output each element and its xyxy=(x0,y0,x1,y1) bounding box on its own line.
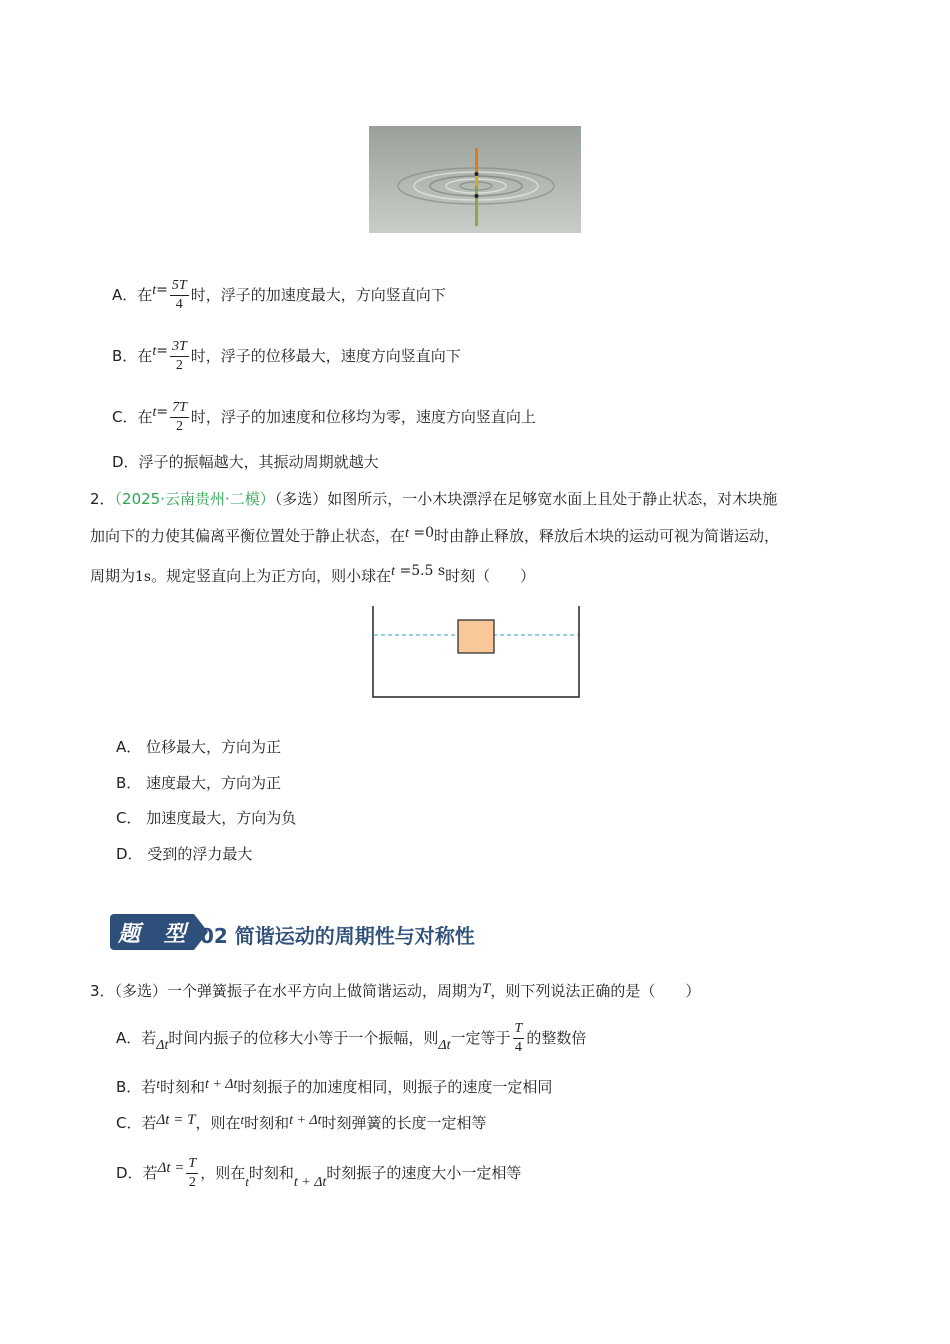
fraction-t-4: $\frac{T}{4}$ xyxy=(514,1021,523,1055)
q2-option-b[interactable]: B． 速度最大，方向为正 xyxy=(116,774,282,792)
float-photo xyxy=(369,126,581,233)
q3-option-a[interactable]: A．若Δt时间内振子的位移大小等于一个振幅，则Δt一定等于 $\frac{T}{4}$ 的整数倍 xyxy=(116,1021,587,1055)
q2-option-a[interactable]: A． 位移最大，方向为正 xyxy=(116,738,282,756)
q1-option-a[interactable]: A．在t= $\frac{5T}{4}$ 时，浮子的加速度最大，方向竖直向下 xyxy=(112,278,446,312)
section-title: 02 简谐运动的周期性与对称性 xyxy=(200,924,475,948)
water-tank-diagram xyxy=(372,606,582,700)
q3-option-b[interactable]: B．若t时刻和t + Δt时刻振子的加速度相同，则振子的速度一定相同 xyxy=(116,1076,553,1096)
q3-option-d[interactable]: D．若Δt = $\frac{T}{2}$ ，则在t时刻和t + Δt时刻振子的速度大小一定相等 xyxy=(116,1156,522,1190)
wood-block xyxy=(458,620,494,653)
section-badge-text: 题 型 xyxy=(118,921,194,947)
q3-stem: 3．（多选）一个弹簧振子在水平方向上做简谐运动，周期为T，则下列说法正确的是（ ） xyxy=(90,981,701,1000)
fraction-t-2: $\frac{T}{2}$ xyxy=(188,1156,197,1190)
q1-option-c[interactable]: C．在t= $\frac{7T}{2}$ 时，浮子的加速度和位移均为零，速度方向竖直向上 xyxy=(112,400,536,434)
q2-stem-line1: 2．（2025·云南贵州·二模）（多选）如图所示，一小木块漂浮在足够宽水面上且处于静止状态，对木块施 xyxy=(90,490,778,508)
q2-option-d[interactable]: D． 受到的浮力最大 xyxy=(116,845,253,863)
fraction-7t-2: $\frac{7T}{2}$ xyxy=(172,400,187,434)
fraction-5t-4: $\frac{5T}{4}$ xyxy=(171,278,187,312)
q2-stem-line2: 加向下的力使其偏离平衡位置处于静止状态，在t =0时由静止释放，释放后木块的运动可视为简谐运动， xyxy=(90,525,780,545)
q2-option-c[interactable]: C． 加速度最大，方向为负 xyxy=(116,809,297,827)
fraction-3t-2: $\frac{3T}{2}$ xyxy=(171,339,187,373)
q1-option-d[interactable]: D．浮子的振幅越大，其振动周期就越大 xyxy=(112,453,379,471)
q1-option-b[interactable]: B．在t= $\frac{3T}{2}$ 时，浮子的位移最大，速度方向竖直向下 xyxy=(112,339,461,373)
q3-option-c[interactable]: C．若Δt = T，则在t时刻和t + Δt时刻弹簧的长度一定相等 xyxy=(116,1112,487,1132)
q2-source: （2025·云南贵州·二模） xyxy=(114,490,275,508)
q2-stem-line3: 周期为1s。规定竖直向上为正方向，则小球在t =5.5 s时刻（ ） xyxy=(90,563,536,585)
